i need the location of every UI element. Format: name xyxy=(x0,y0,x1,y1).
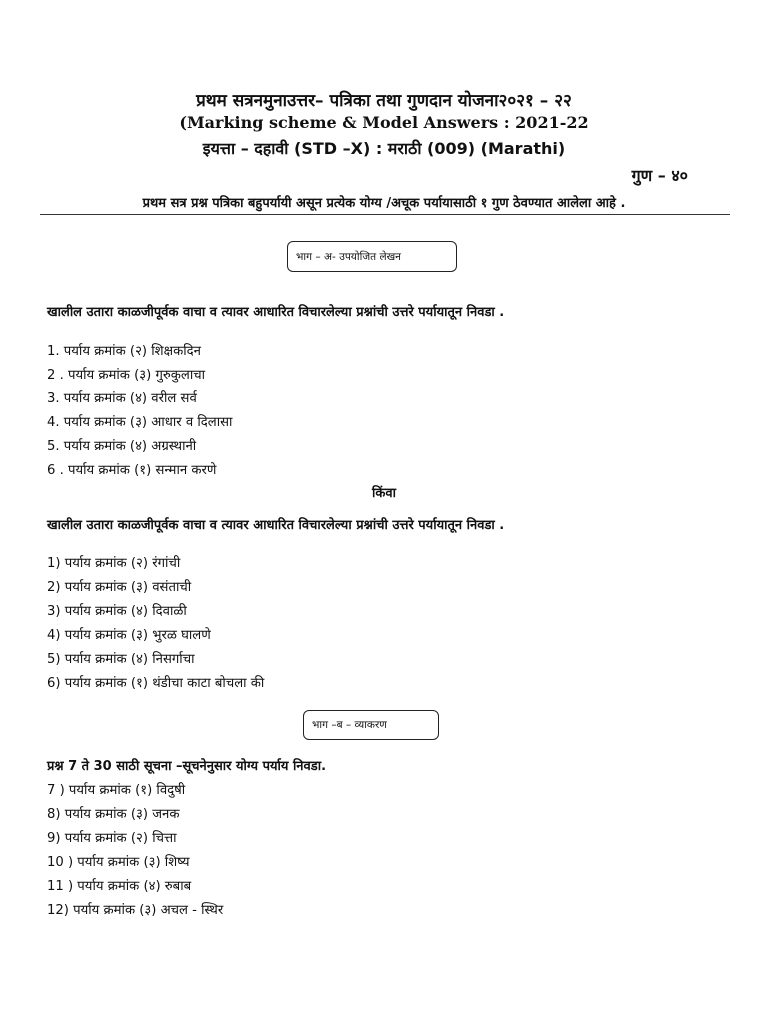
or-label: किंवा xyxy=(372,486,396,501)
answer-line: 3. पर्याय क्रमांक (४) वरील सर्व xyxy=(47,391,197,406)
section-b-instruction: प्रश्न 7 ते 30 साठी सूचना –सूचनेनुसार योग्य पर्याय निवडा. xyxy=(47,759,327,774)
divider xyxy=(40,214,730,215)
answer-line: 10 ) पर्याय क्रमांक (३) शिष्य xyxy=(47,855,190,870)
section-a-instruction: खालील उतारा काळजीपूर्वक वाचा व त्यावर आधारित विचारलेल्या प्रश्नांची उत्तरे पर्यायातून निवडा . xyxy=(47,305,505,320)
answer-line: 7 ) पर्याय क्रमांक (१) विदुषी xyxy=(47,783,186,798)
title-line-1: प्रथम सत्रनमुनाउत्तर– पत्रिका तथा गुणदान योजना२०२१ – २२ xyxy=(196,91,572,111)
answer-line: 2 . पर्याय क्रमांक (३) गुरुकुलाचा xyxy=(47,368,206,383)
section-b-label-box xyxy=(303,710,439,740)
section-a-instruction-alt: खालील उतारा काळजीपूर्वक वाचा व त्यावर आधारित विचारलेल्या प्रश्नांची उत्तरे पर्यायातून निवडा . xyxy=(47,518,505,533)
title-line-3: इयत्ता – दहावी (STD –X) : मराठी (009) (Marathi) xyxy=(202,139,566,158)
answer-line: 12) पर्याय क्रमांक (३) अचल - स्थिर xyxy=(47,903,224,918)
marking-note: प्रथम सत्र प्रश्न पत्रिका बहुपर्यायी असून प्रत्येक योग्य /अचूक पर्यायासाठी १ गुण ठेवण्यात आलेला आहे . xyxy=(142,196,626,211)
answer-line: 6) पर्याय क्रमांक (१) थंडीचा काटा बोचला की xyxy=(47,676,265,691)
section-a-label-box xyxy=(287,241,457,272)
answer-line: 1) पर्याय क्रमांक (२) रंगांची xyxy=(47,556,181,571)
answer-line: 5. पर्याय क्रमांक (४) अग्रस्थानी xyxy=(47,439,197,454)
answer-line: 9) पर्याय क्रमांक (२) चित्ता xyxy=(47,831,177,846)
answer-line: 6 . पर्याय क्रमांक (१) सन्मान करणे xyxy=(47,463,217,478)
answer-line: 2) पर्याय क्रमांक (३) वसंताची xyxy=(47,580,192,595)
answer-line: 11 ) पर्याय क्रमांक (४) रुबाब xyxy=(47,879,192,894)
answer-line: 5) पर्याय क्रमांक (४) निसर्गाचा xyxy=(47,652,195,667)
answer-line: 4) पर्याय क्रमांक (३) भुरळ घालणे xyxy=(47,628,211,643)
title-line-2: (Marking scheme & Model Answers : 2021-22 xyxy=(179,113,589,132)
total-marks: गुण – ४० xyxy=(631,166,688,185)
answer-line: 1. पर्याय क्रमांक (२) शिक्षकदिन xyxy=(47,344,201,359)
answer-line: 8) पर्याय क्रमांक (३) जनक xyxy=(47,807,180,822)
answer-line: 3) पर्याय क्रमांक (४) दिवाळी xyxy=(47,604,187,619)
section-a-label: भाग – अ- उपयोजित लेखन xyxy=(296,250,401,263)
answer-line: 4. पर्याय क्रमांक (३) आधार व दिलासा xyxy=(47,415,233,430)
section-b-label: भाग –ब – व्याकरण xyxy=(312,719,387,731)
